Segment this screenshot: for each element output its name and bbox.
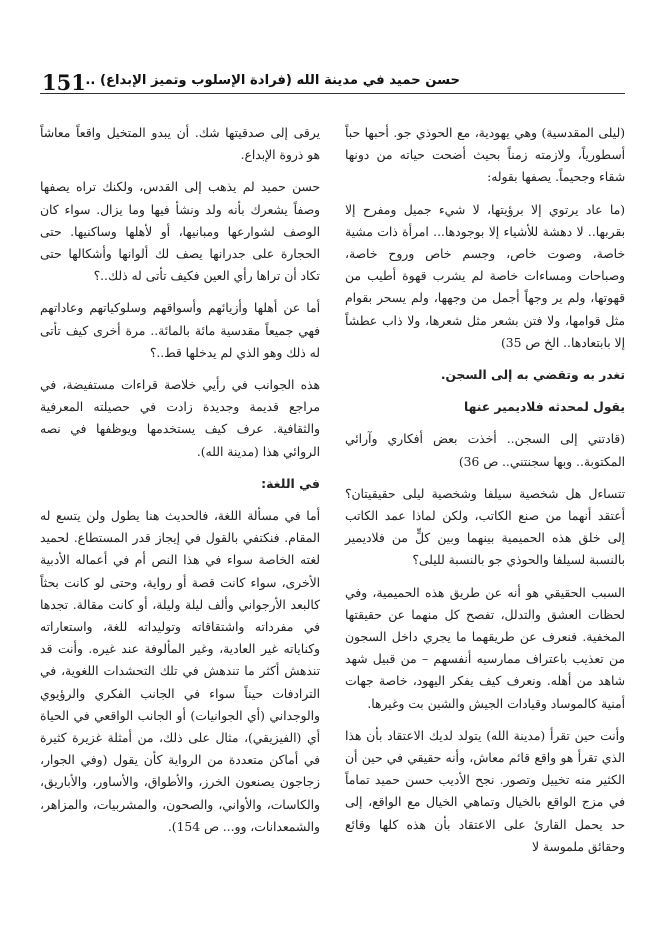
running-title: حسن حميد في مدينة الله (فرادة الإسلوب وتميز الإبداع) .. — [85, 73, 460, 88]
paragraph: أما عن أهلها وأزيائهم وأسواقهم وسلوكياتهم وعاداتهم فهي جميعاً مقدسية مائة بالمائة.. مرة أخرى كيف تأتى له ذلك وهو الذي لم يدخلها قط..؟ — [40, 301, 320, 360]
paragraph: السبب الحقيقي هو أنه عن طريق هذه الحميمية، وفي لحظات العشق والتدلل، تفصح كل منهما عن حقيقتها المخفية. فنعرف عن طريقهما ما يجري داخل السجون من تعذيب باعتراف ممارسيه أنفسهم – من قبيل شهد شاهد من أهله. ونعرف كيف يفكر اليهود، خاصة جهات أمنية كالموساد وقيادات الجيش والشين بت وغيرها. — [345, 585, 625, 711]
paragraph: تتساءل هل شخصية سيلفا وشخصية ليلى حقيقيتان؟ أعتقد أنهما من صنع الكاتب، ولكن لماذا عمد الكاتب إلى خلق هذه الحميمية بينهما وبين كلٍّ من فلاديمير بالنسبة لسيلفا والحوذي جو بالنسبة لليلى؟ — [345, 486, 625, 568]
subheading: يقول لمحدثه فلاديمير عنها — [464, 400, 625, 415]
paragraph: يرقى إلى صدقيتها شك. أن يبدو المتخيل واقعاً معاشاً هو ذروة الإبداع. — [40, 126, 320, 163]
page-header — [0, 0, 661, 110]
right-column — [345, 122, 625, 868]
paragraph: (ما عاد يرتوي إلا برؤيتها، لا شيء جميل ومفرح إلا بقربها.. لا دهشة للأشياء إلا بوجودها... امرأة ذات مشية خاصة، وصوت خاص، وجسم خاص وروح خاصة، وصباحات ومساءات خاصة لم يشرب قهوة أطيب من قهوتها، ولم ير وجهاً أجمل من وجهها، ولم يسحر بقوام مثل قوامها، ولا فتن بشعر مثل شعرها، ولا ذاب عطشاً إلا بابتعادها.. الخ ص 35) — [345, 202, 625, 350]
paragraph: هذه الجوانب في رأيي خلاصة قراءات مستفيضة، في مراجع قديمة وجديدة زادت في حصيلته المعرفية والثقافية. عرف كيف يستخدمها ويوظفها في نصه الروائي هذا (مدينة الله). — [40, 378, 320, 459]
paragraph: أما في مسألة اللغة، فالحديث هنا يطول ولن يتسع له المقام. فنكتفي بالقول في إيجاز قدر المستطاع. لحميد لغته الخاصة سواء في هذا النص أم في أعماله الأدبية الأخرى، سواء كانت قصة أو رواية، وحتى لو كانت بحثاً كالبعد الأرجواني وألف ليلة وليلة، أو كانت مقالة. تجدها في مفرداته واشتقاقاته وتوليداته للغة، واستعاراته وكناياته غير العادية، وغير المألوفة عند غيره. وأنت قد تندهش أكثر ما تندهش في تلك التحشدات اللغوية، في الترادفات حيناً سواء في الجانب الفكري والرؤيوي والوجداني (أي الجوانيات) أو الجانب الواقعي في الحياة أي (الفيزيقي)، مثال على ذلك، من أمثلة غزيرة كثيرة في أماكن متعددة من الرواية كأن يقول (وفي الجوار، زجاجون يصنعون الخرز، والأطواق، والأساور، والأباريق، والكاسات، والأواني، والصحون، والمشربيات، والمزاهر، والشمعدانات، وو... ص 154). — [40, 509, 320, 834]
left-column — [40, 122, 320, 848]
header-divider — [40, 93, 625, 94]
section-title: في اللغة: — [261, 475, 320, 491]
paragraph: حسن حميد لم يذهب إلى القدس، ولكنك تراه يصفها وصفاً يشعرك بأنه ولد ونشأ فيها وما يزال. سواء كان الوصف لشوارعها ومبانيها، أو لأهلها وساكنيها. حتى الحجارة على جدرانها يصف لك ألوانها وأشكالها حتى تكاد أن تراها رأي العين فكيف تأتى له ذلك..؟ — [40, 180, 320, 284]
paragraph: (ليلى المقدسية) وهي يهودية، مع الحوذي جو. أحبها حباً أسطورياً، ولازمته زمناً بحيث أضحت حياته من دونها شقاء وجحيماً. يصفها بقوله: — [345, 126, 625, 185]
paragraph: وأنت حين تقرأ (مدينة الله) يتولد لديك الاعتقاد بأن هذا الذي تقرأ هو واقع قائم معاش، وأنه حقيقي في حين أن الكثير منه تخييل وتصور. نجح الأديب حسن حميد تماماً في مزج الواقع بالخيال وتماهي الخيال مع الواقع، إلى حد يحمل القارئ على الاعتقاد بأن هذه كلها وقائع وحقائق ملموسة لا — [345, 728, 625, 854]
subheading: تغدر به وتقضي به إلى السجن. — [440, 368, 625, 383]
paragraph: (قادتني إلى السجن.. أخذت بعض أفكاري وآرائي المكتوبة.. وبها سجنتني.. ص 36) — [345, 432, 625, 469]
page-number: 151 — [42, 70, 86, 95]
